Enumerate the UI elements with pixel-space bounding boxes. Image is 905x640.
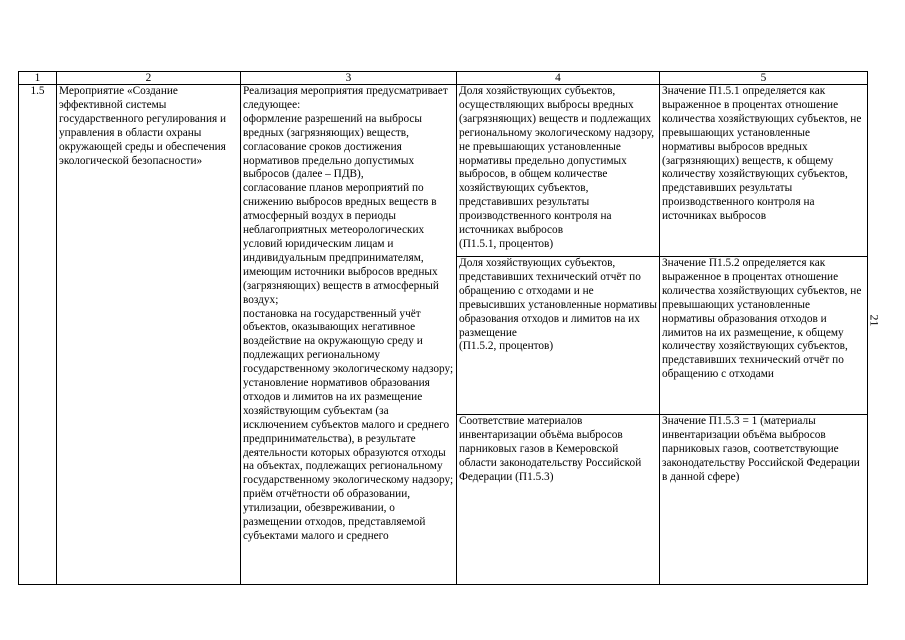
header-cell-5: 5 — [660, 72, 868, 85]
header-cell-1: 1 — [19, 72, 57, 85]
page-number: 21 — [867, 314, 882, 327]
indicator-formula-cell: Значение П1.5.2 определяется как выраженное в процентах отношение количества хозяйствующих субъектов, не превышающих установленные нормативы образования отходов и лимитов на их размещение, к общему количеству хозяйствующих субъектов, представивших технический отчёт по обращению с отходами — [660, 257, 868, 415]
event-description-cell: Реализация мероприятия предусматривает следующее: оформление разрешений на выбросы вредных (загрязняющих) веществ, согласование сроков достижения нормативов предельно допустимых выбросов (далее – ПДВ), согласование планов мероприятий по снижению выбросов вредных веществ в атмосферный воздух в периоды неблагоприятных метеорологических условий юридическим лицам и индивидуальным предпринимателям, имеющим источники выбросов вредных (загрязняющих) веществ в атмосферный воздух; постановка на государственный учёт объектов, оказывающих негативное воздействие на окружающую среду и подлежащих региональному государственному экологическому надзору; установление нормативов образования отходов и лимитов на их размещение хозяйствующим субъектам (за исключением субъектов малого и среднего предпринимательства), в результате деятельности которых образуются отходы на объектах, подлежащих региональному государственному экологическому надзору; приём отчётности об образовании, утилизации, обезвреживании, о размещении отходов, представляемой субъектами малого и среднего — [241, 85, 457, 585]
event-name-cell: Мероприятие «Создание эффективной системы государственного регулирования и управления в области охраны окружающей среды и обеспечения экологической безопасности» — [57, 85, 241, 585]
header-cell-3: 3 — [241, 72, 457, 85]
row-number: 1.5 — [19, 85, 57, 585]
header-cell-2: 2 — [57, 72, 241, 85]
header-cell-4: 4 — [457, 72, 660, 85]
indicator-name-cell: Доля хозяйствующих субъектов, осуществляющих выбросы вредных (загрязняющих) веществ и подлежащих региональному экологическому надзору, не превышающих установленные нормативы предельно допустимых выбросов, в общем количестве хозяйствующих субъектов, представивших результаты производственного контроля на источниках выбросов (П1.5.1, процентов) — [457, 85, 660, 257]
indicator-formula-cell: Значение П1.5.1 определяется как выраженное в процентах отношение количества хозяйствующих субъектов, не превышающих установленные нормативы выбросов вредных (загрязняющих) веществ, к общему количеству хозяйствующих субъектов, представивших результаты производственного контроля на источниках выбросов — [660, 85, 868, 257]
indicator-name-cell: Доля хозяйствующих субъектов, представивших технический отчёт по обращению с отходами и не превысивших установленные нормативы образования отходов и лимитов на их размещение (П1.5.2, процентов) — [457, 257, 660, 415]
document-table — [18, 71, 868, 585]
indicator-name-cell: Соответствие материалов инвентаризации объёма выбросов парниковых газов в Кемеровской области законодательству Российской Федерации (П1.5.3) — [457, 415, 660, 585]
table-header-row — [19, 72, 868, 85]
indicator-formula-cell: Значение П1.5.3 = 1 (материалы инвентаризации объёма выбросов парниковых газов, соответствующие законодательству Российской Федерации в данной сфере) — [660, 415, 868, 585]
table-row — [19, 85, 868, 257]
